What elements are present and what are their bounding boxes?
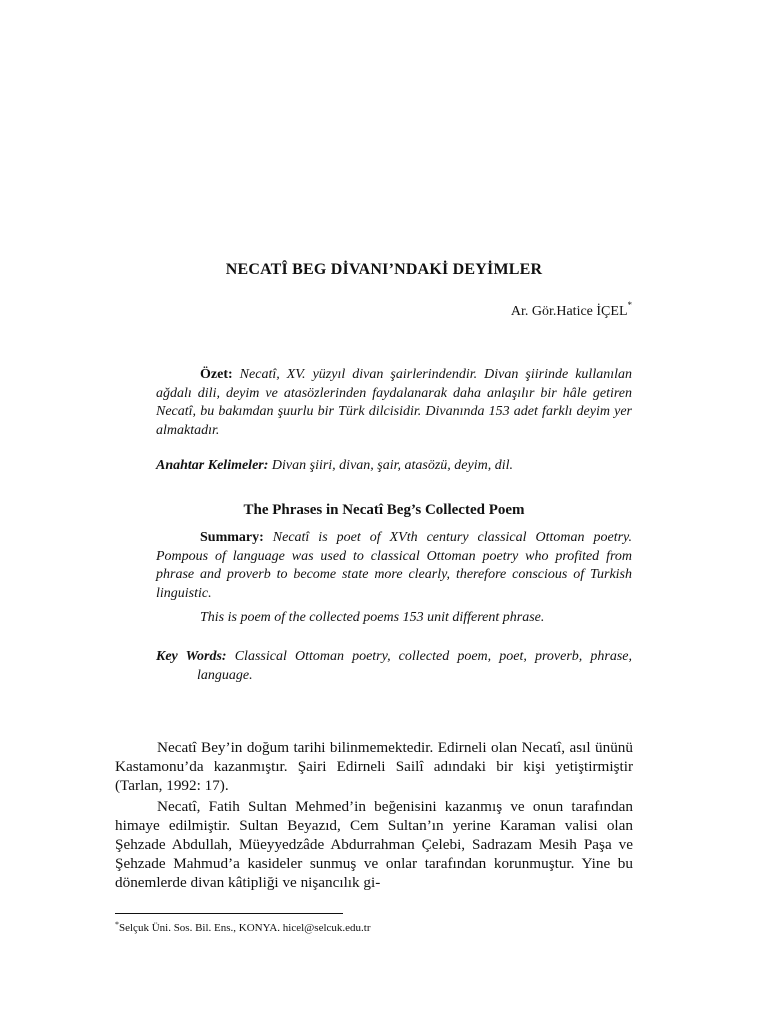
summary-label: Summary:	[200, 530, 264, 545]
turkish-keywords	[156, 457, 632, 476]
summary-text: Necatî is poet of XVth century classical Ottoman poetry. Pompous of language was used to classical Ottoman poetry who profited from phrase and proverb to become state more clearly, therefore conscious of Turkish linguistic.	[156, 530, 632, 601]
ozet-label: Özet:	[200, 367, 233, 382]
english-summary-second	[156, 609, 632, 628]
paper-title: NECATÎ BEG DİVANI’NDAKİ DEYİMLER	[225, 261, 543, 278]
anahtar-text: Divan şiiri, divan, şair, atasözü, deyim, dil.	[268, 458, 514, 473]
body-paragraph-2-text: Necatî, Fatih Sultan Mehmed’in beğenisini kazanmış ve onun tarafından himaye edilmiştir. Sultan Beyazıd, Cem Sultan’ın yerine Karaman valisi olan Şehzade Abdullah, Müeyyedzâde Abdurrahman Çelebi, Sadrazam Mesih Paşa ve Şehzade Mahmud’a kasideler sunmuş ve onlar tarafından korunmuştur. Yine bu dönemlerde divan kâtipliği ve nişancılık gi-	[115, 798, 633, 891]
keywords-text: Classical Ottoman poetry, collected poem, poet, proverb, phrase, language.	[197, 649, 633, 683]
english-title: The Phrases in Necatî Beg’s Collected Poem	[243, 502, 525, 518]
body-paragraph-2	[115, 797, 633, 892]
keywords-label: Key Words:	[156, 649, 227, 664]
summary-text-2: This is poem of the collected poems 153 unit different phrase.	[200, 610, 545, 625]
english-summary	[156, 529, 632, 603]
footnote-text: Selçuk Üni. Sos. Bil. Ens., KONYA. hicel@selcuk.edu.tr	[119, 922, 371, 934]
body-paragraph-1-text: Necatî Bey’in doğum tarihi bilinmemektedir. Edirneli olan Necatî, asıl ününü Kastamonu’da kazanmıştır. Şairi Edirneli Sailî adındaki bir kişi yetiştirmiştir (Tarlan, 1992: 17).	[115, 739, 633, 794]
ozet-text: Necatî, XV. yüzyıl divan şairlerindendir. Divan şiirinde kullanılan ağdalı dili, deyim ve atasözlerinden faydalanarak daha anlaşılır bir hâle getiren Necatî, bu bakımdan şuurlu bir Türk dilcisidir. Divanında 153 adet farklı deyim yer almaktadır.	[156, 367, 632, 438]
author-footnote-mark: *	[627, 300, 632, 310]
footnote-mark: *	[115, 920, 119, 929]
footnote-divider	[115, 913, 343, 914]
author-name: Ar. Gör.Hatice İÇEL	[510, 304, 628, 319]
author-line	[510, 300, 632, 320]
footnote	[115, 922, 371, 934]
english-keywords	[156, 648, 632, 685]
body-paragraph-1	[115, 738, 633, 795]
turkish-abstract	[156, 366, 632, 440]
anahtar-label: Anahtar Kelimeler:	[156, 458, 269, 473]
